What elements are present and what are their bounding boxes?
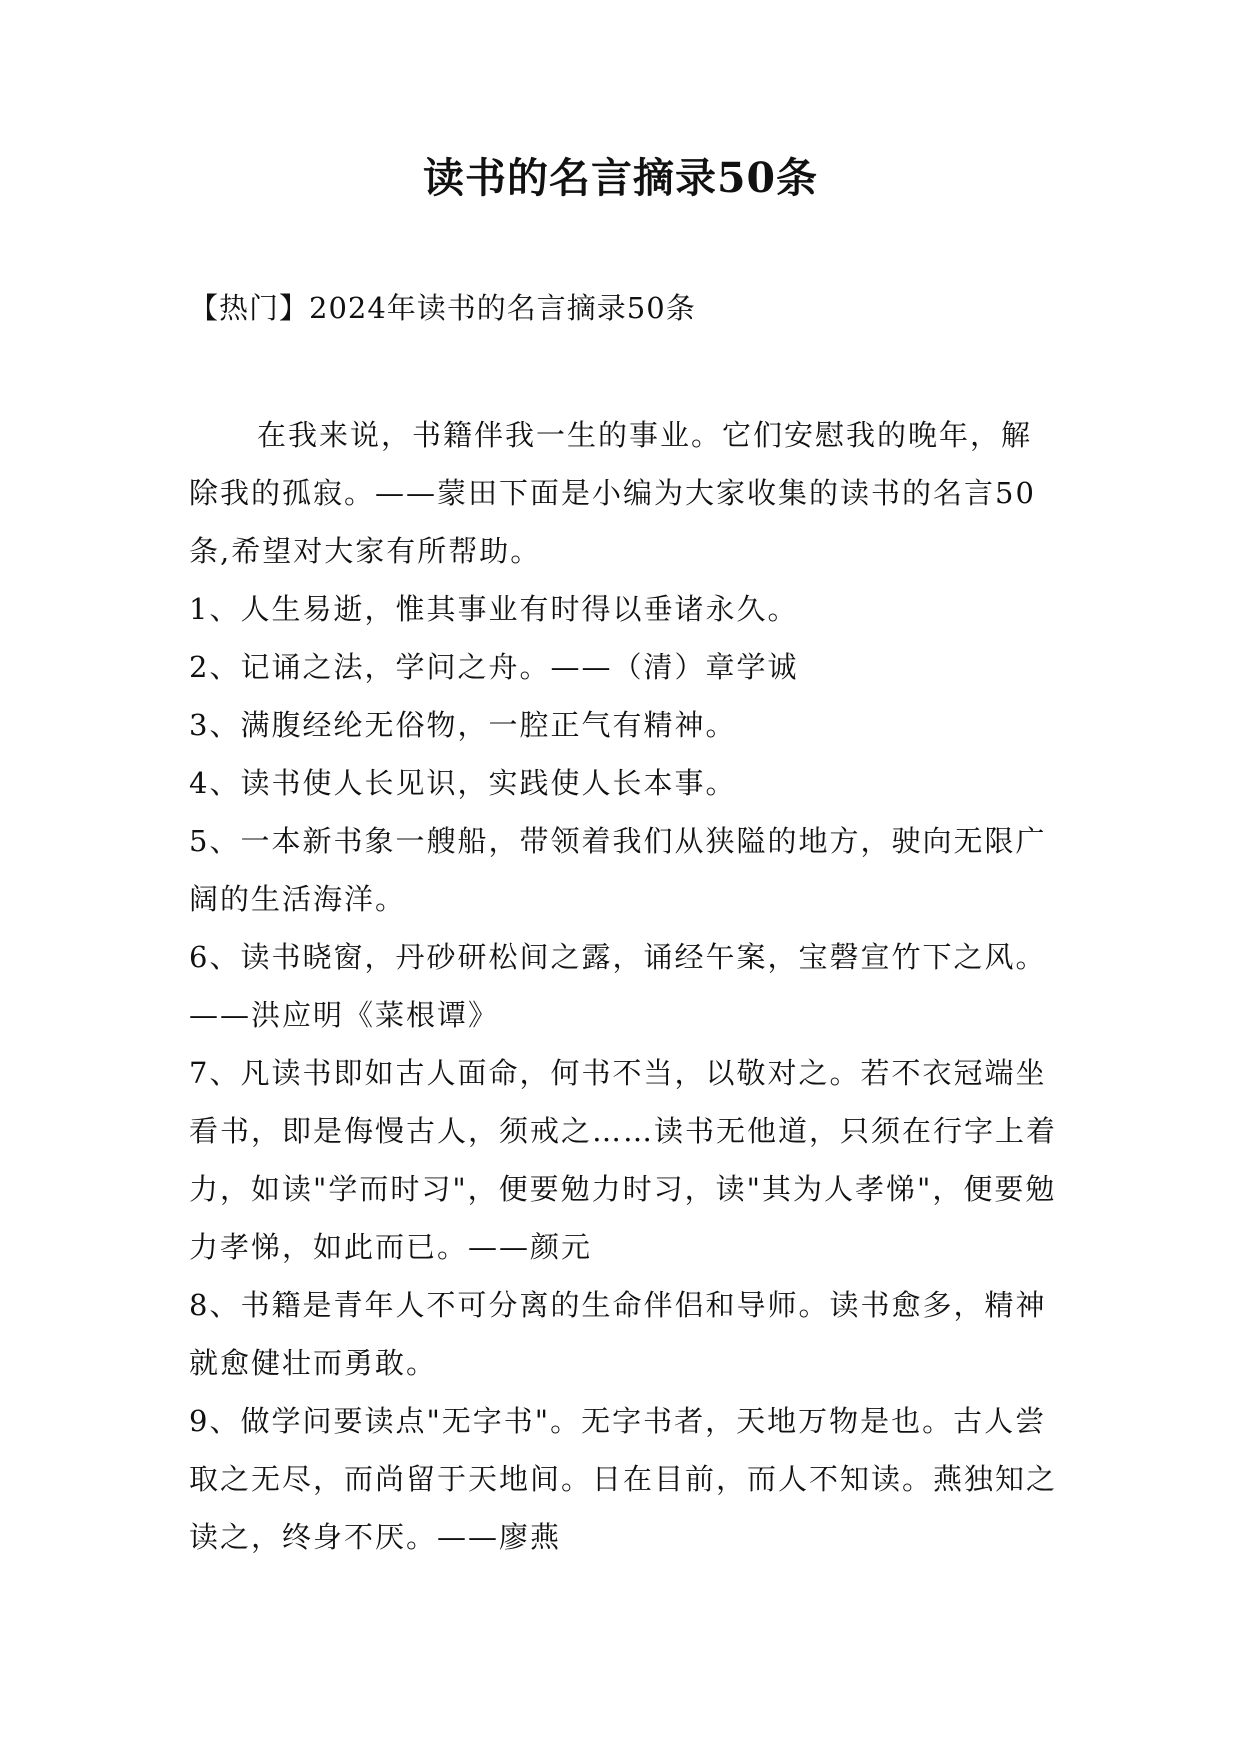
- document-body: [189, 406, 1059, 1566]
- quote-item: 9、做学问要读点"无字书"。无字书者，天地万物是也。古人尝取之无尽，而尚留于天地间。日在目前，而人不知读。燕独知之读之，终身不厌。——廖燕: [189, 1404, 1058, 1554]
- quote-item: 7、凡读书即如古人面命，何书不当，以敬对之。若不衣冠端坐看书，即是侮慢古人，须戒之……读书无他道，只须在行字上着力，如读"学而时习"，便要勉力时习，读"其为人孝悌"，便要勉力孝悌，如此而已。——颜元: [189, 1056, 1058, 1264]
- quote-item: 6、读书晓窗，丹砂研松间之露，诵经午案，宝磬宣竹下之风。——洪应明《菜根谭》: [189, 940, 1047, 1032]
- document-title: 读书的名言摘录50条: [422, 154, 819, 202]
- quote-item: 8、书籍是青年人不可分离的生命伴侣和导师。读书愈多，精神就愈健壮而勇敢。: [189, 1288, 1047, 1380]
- quote-item: 4、读书使人长见识，实践使人长本事。: [189, 766, 737, 800]
- intro-paragraph: 在我来说，书籍伴我一生的事业。它们安慰我的晚年，解除我的孤寂。——蒙田下面是小编为大家收集的读书的名言50条,希望对大家有所帮助。: [189, 418, 1036, 568]
- quote-item: 2、记诵之法，学问之舟。——（清）章学诚: [189, 650, 799, 684]
- document-subtitle: 【热门】2024年读书的名言摘录50条: [189, 291, 696, 325]
- quote-item: 5、一本新书象一艘船，带领着我们从狭隘的地方，驶向无限广阔的生活海洋。: [189, 824, 1047, 916]
- quote-item: 1、人生易逝，惟其事业有时得以垂诸永久。: [189, 592, 799, 626]
- quote-item: 3、满腹经纶无俗物，一腔正气有精神。: [189, 708, 737, 742]
